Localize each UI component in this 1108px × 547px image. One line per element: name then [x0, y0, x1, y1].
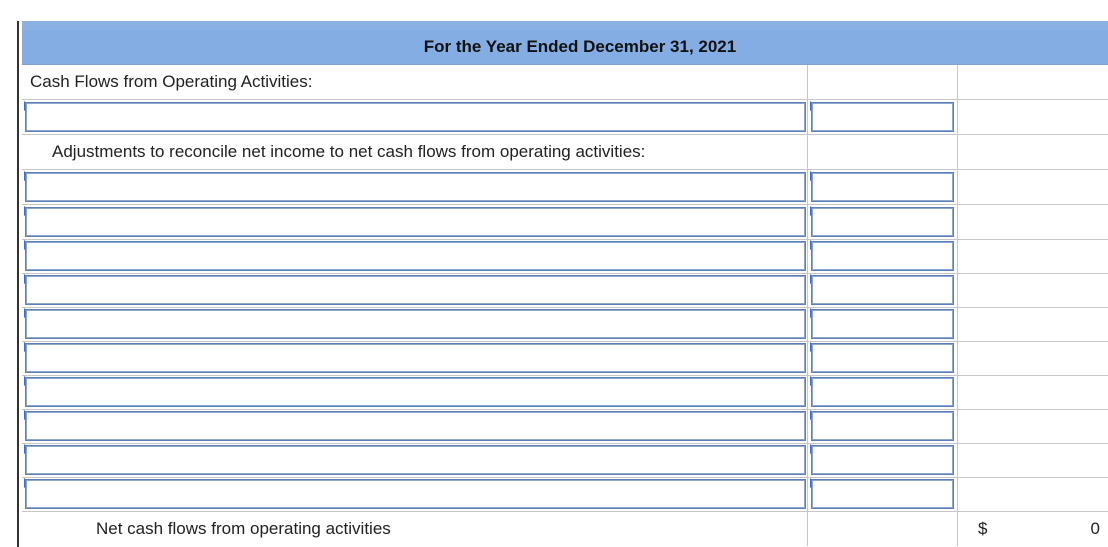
adjustment-description-input[interactable] [25, 172, 806, 202]
adjustment-total-cell [957, 443, 1108, 477]
adjustment-amount-cell [807, 443, 957, 477]
adjustment-amount-input[interactable] [811, 445, 954, 475]
adjustment-amount-input[interactable] [811, 309, 954, 339]
statement-header-row [22, 30, 1108, 65]
net-income-description-input[interactable] [25, 102, 806, 132]
adjustment-amount-input[interactable] [811, 207, 954, 237]
adjustment-total-cell [957, 239, 1108, 273]
adjustment-amount-input[interactable] [811, 275, 954, 305]
adjustment-description-input[interactable] [25, 445, 806, 475]
operating-amount-cell [807, 65, 957, 99]
net-income-amount-input[interactable] [811, 102, 954, 132]
net-income-total-cell [957, 100, 1108, 134]
adjustment-description-input[interactable] [25, 275, 806, 305]
adjustment-amount-cell [807, 341, 957, 375]
adjustment-amount-input[interactable] [811, 411, 954, 441]
adjustments-row [22, 135, 1108, 170]
adjustment-amount-input[interactable] [811, 479, 954, 509]
adjustment-row-4 [22, 273, 1108, 308]
adjustment-amount-cell [807, 477, 957, 511]
adjustment-row-1 [22, 170, 1108, 205]
adjustment-description-cell [22, 409, 807, 443]
adjustments-label: Adjustments to reconcile net income to net cash flows from operating activities: [52, 142, 646, 161]
adjustment-row-5 [22, 307, 1108, 342]
adjustment-total-cell [957, 409, 1108, 443]
operating-label-cell [22, 65, 807, 99]
adjustment-row-7 [22, 375, 1108, 410]
adjustment-amount-input[interactable] [811, 172, 954, 202]
statement-period-title: For the Year Ended December 31, 2021 [423, 37, 737, 56]
adjustment-row-9 [22, 443, 1108, 478]
adjustments-amount-cell [807, 135, 957, 169]
adjustment-amount-cell [807, 273, 957, 307]
net-cash-amount-cell [807, 512, 957, 546]
net-cash-flows-row [22, 512, 1108, 546]
currency-symbol: $ [978, 519, 988, 538]
adjustment-total-cell [957, 477, 1108, 511]
net-cash-total-value: 0 [1090, 519, 1100, 538]
net-income-row [22, 100, 1108, 135]
adjustment-description-cell [22, 170, 807, 204]
operating-total-cell [957, 65, 1108, 99]
adjustment-row-10 [22, 477, 1108, 512]
header-top-strip [22, 21, 1108, 30]
net-cash-total-cell [957, 512, 1108, 546]
adjustment-total-cell [957, 341, 1108, 375]
adjustment-description-cell [22, 239, 807, 273]
net-income-amount-cell [807, 100, 957, 134]
adjustment-row-2 [22, 205, 1108, 240]
adjustment-description-cell [22, 205, 807, 239]
adjustment-amount-cell [807, 307, 957, 341]
adjustment-description-cell [22, 375, 807, 409]
adjustment-total-cell [957, 205, 1108, 239]
left-border-rule [17, 21, 19, 547]
adjustment-amount-input[interactable] [811, 377, 954, 407]
operating-activities-row [22, 65, 1108, 100]
adjustment-amount-cell [807, 409, 957, 443]
adjustment-amount-input[interactable] [811, 343, 954, 373]
adjustment-description-cell [22, 273, 807, 307]
adjustment-description-input[interactable] [25, 377, 806, 407]
adjustment-amount-cell [807, 239, 957, 273]
operating-activities-label: Cash Flows from Operating Activities: [30, 72, 313, 91]
cash-flow-sheet [22, 30, 1108, 547]
adjustment-amount-cell [807, 375, 957, 409]
adjustment-description-cell [22, 307, 807, 341]
adjustments-label-cell [22, 135, 807, 169]
adjustment-total-cell [957, 375, 1108, 409]
adjustment-description-input[interactable] [25, 479, 806, 509]
adjustment-description-input[interactable] [25, 309, 806, 339]
adjustment-total-cell [957, 273, 1108, 307]
net-cash-flows-label: Net cash flows from operating activities [96, 519, 391, 538]
adjustment-description-input[interactable] [25, 207, 806, 237]
adjustment-total-cell [957, 307, 1108, 341]
adjustment-description-input[interactable] [25, 343, 806, 373]
adjustment-description-cell [22, 443, 807, 477]
net-cash-label-cell [22, 512, 807, 546]
net-income-description-cell [22, 100, 807, 134]
adjustment-amount-input[interactable] [811, 241, 954, 271]
adjustment-description-cell [22, 341, 807, 375]
adjustment-amount-cell [807, 205, 957, 239]
adjustment-description-input[interactable] [25, 241, 806, 271]
adjustment-row-6 [22, 341, 1108, 376]
adjustment-total-cell [957, 170, 1108, 204]
adjustment-row-8 [22, 409, 1108, 444]
adjustments-total-cell [957, 135, 1108, 169]
adjustment-row-3 [22, 239, 1108, 274]
adjustment-amount-cell [807, 170, 957, 204]
adjustment-description-input[interactable] [25, 411, 806, 441]
adjustment-description-cell [22, 477, 807, 511]
